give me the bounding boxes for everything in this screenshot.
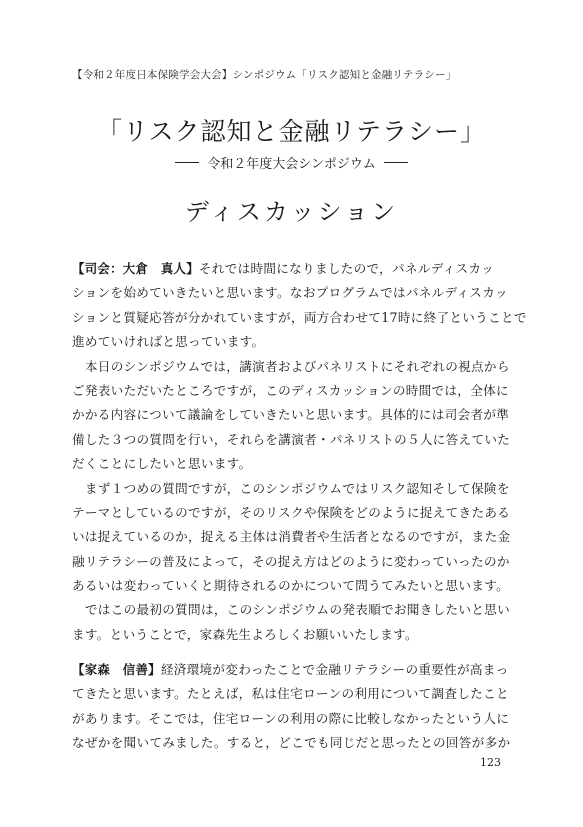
speaker-yamori: 【家森 信善】 <box>72 662 161 677</box>
text-line-content: ではこの最初の質問は，このシンポジウムの発表順でお聞きしたいと思い <box>84 602 510 618</box>
discussion-body-lower <box>72 658 514 756</box>
page-title: 「リスク認知と金融リテラシー」 <box>96 117 486 146</box>
text-line: いは捉えているのか，捉える主体は消費者や生活者となるのですが，また金 <box>72 529 511 545</box>
text-line: ションと質疑応答が分かれていますが，両方合わせて17時に終了ということで <box>72 309 527 325</box>
text-line: かかる内容について議論をしていきたいと思います。具体的には司会者が準 <box>72 407 510 423</box>
running-header: 【令和２年度日本保険学会大会】シンポジウム「リスク認知と金融リテラシー」 <box>72 69 457 81</box>
speaker-moderator: 【司会：大倉 真人】 <box>72 261 199 276</box>
subtitle <box>0 153 583 172</box>
text-line <box>72 598 514 622</box>
page-number: 123 <box>480 756 501 769</box>
text-line: だくことにしたいと思います。 <box>72 456 252 472</box>
text-line <box>72 477 514 501</box>
text-line: ご発表いただいたところですが，このディスカッションの時間では，全体に <box>72 382 509 398</box>
subtitle-rule-left <box>175 162 199 163</box>
text-line-content: まず１つめの質問ですが，このシンポジウムではリスク認知そして保険を <box>84 480 510 496</box>
text-line: ションを始めていきたいと思います。なおプログラムではパネルディスカッ <box>72 285 508 301</box>
text-line: 備した３つの質問を行い，それらを講演者・パネリストの５人に答えていた <box>72 431 511 447</box>
text-line: 融リテラシーの普及によって，その捉え方はどのように変わっていったのか <box>72 553 510 569</box>
text-line: があります。そこでは，住宅ローンの利用の際に比較しなかったという人に <box>72 710 510 726</box>
text-line-content: 経済環境が変わったことで金融リテラシーの重要性が高まっ <box>160 662 509 677</box>
text-line: テーマとしているのですが，そのリスクや保険をどのように捉えてきたある <box>72 504 511 520</box>
discussion-body-upper <box>72 257 527 647</box>
text-line <box>72 658 514 682</box>
text-line: 進めていければと思っています。 <box>72 334 265 350</box>
text-line: あるいは変わっていくと期待されるのかについて問うてみたいと思います。 <box>72 578 510 594</box>
text-line-content: それでは時間になりましたので，パネルディスカッ <box>198 261 495 276</box>
text-line: なぜかを聞いてみました。すると，どこでも同じだと思ったとの回答が多か <box>72 735 511 751</box>
section-title: ディスカッション <box>184 198 399 226</box>
text-line-content: 本日のシンポジウムでは，講演者およびパネリストにそれぞれの視点から <box>84 358 510 374</box>
subtitle-rule-right <box>384 162 408 163</box>
text-line: てきたと思います。たとえば，私は住宅ローンの利用について調査したこと <box>72 686 509 702</box>
subtitle-text: 令和２年度大会シンポジウム <box>207 157 376 172</box>
text-line: ます。ということで，家森先生よろしくお願いいたします。 <box>72 626 418 642</box>
text-line <box>72 257 514 281</box>
text-line <box>72 355 514 379</box>
